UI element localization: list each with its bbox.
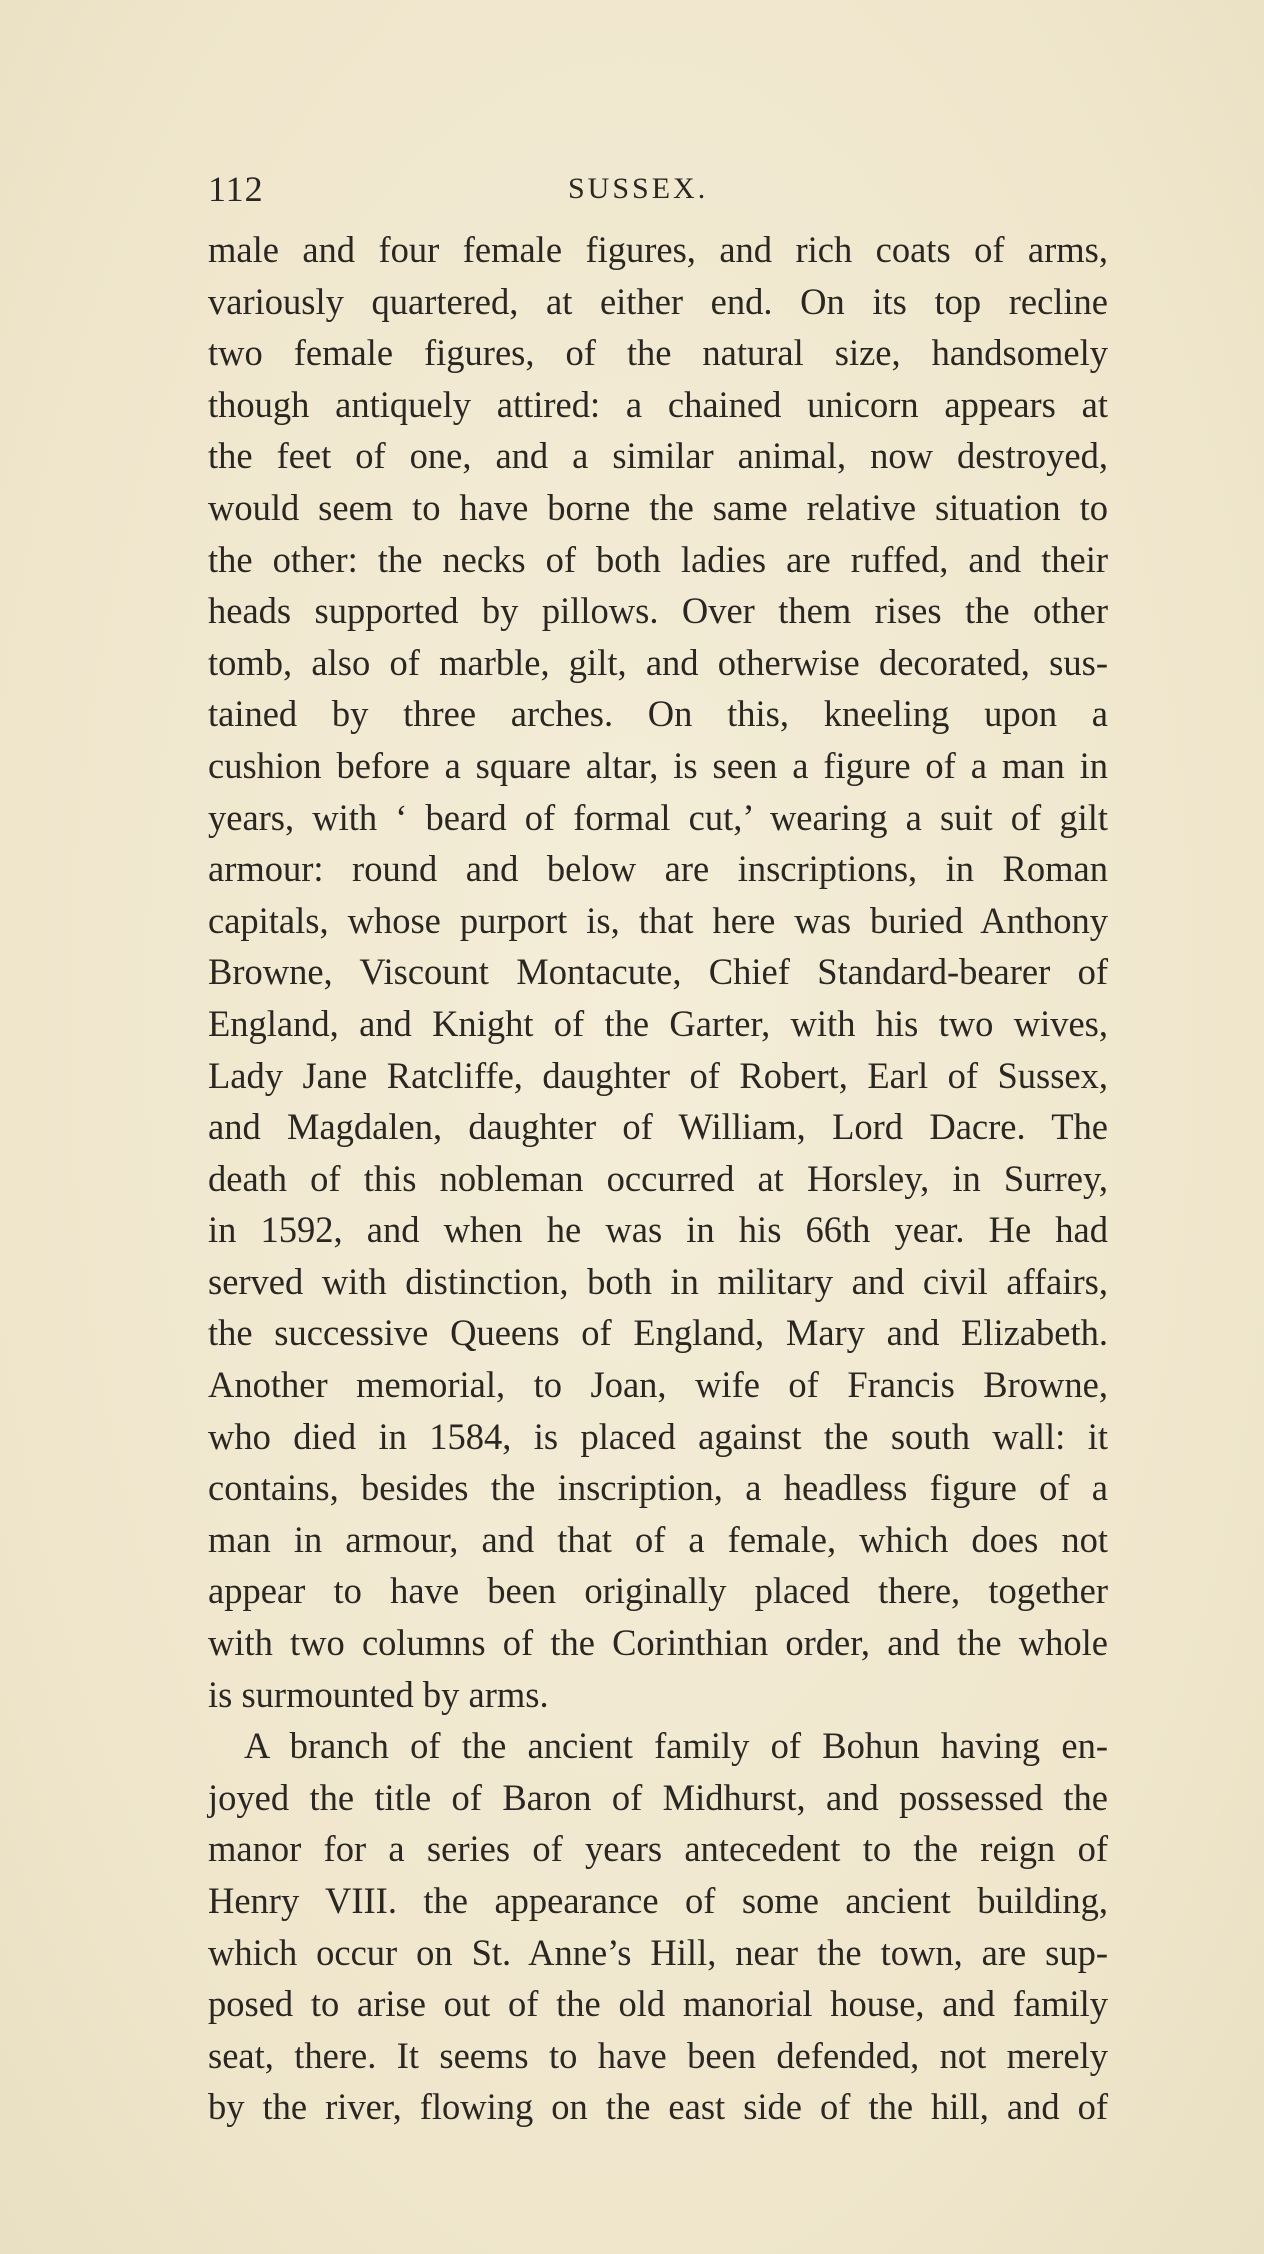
text-line: though antiquely attired: a chained unicorn appears at bbox=[208, 383, 1108, 425]
text-line: would seem to have borne the same relative situation to bbox=[208, 486, 1108, 528]
text-line: tained by three arches. On this, kneeling upon a bbox=[208, 693, 1108, 735]
text-line: England, and Knight of the Garter, with his two wives, bbox=[208, 1002, 1108, 1044]
text-line: Browne, Viscount Montacute, Chief Standard-bearer of bbox=[208, 951, 1108, 993]
text-line: appear to have been originally placed there, together bbox=[208, 1570, 1108, 1612]
running-head bbox=[208, 168, 1088, 212]
text-line: A branch of the ancient family of Bohun having en- bbox=[244, 1725, 1108, 1767]
text-line: manor for a series of years antecedent to the reign of bbox=[208, 1828, 1108, 1870]
text-line: male and four female figures, and rich coats of arms, bbox=[208, 229, 1108, 270]
text-line: man in armour, and that of a female, which does not bbox=[208, 1518, 1108, 1560]
text-line: Another memorial, to Joan, wife of Francis Browne, bbox=[208, 1364, 1108, 1406]
text-line: is surmounted by arms. bbox=[208, 1673, 549, 1715]
text-line: tomb, also of marble, gilt, and otherwise decorated, sus- bbox=[208, 641, 1108, 683]
text-line: which occur on St. Anne’s Hill, near the town, are sup- bbox=[208, 1931, 1108, 1973]
text-line: seat, there. It seems to have been defended, not merely bbox=[208, 2034, 1108, 2076]
text-line: two female figures, of the natural size, handsomely bbox=[208, 332, 1108, 374]
text-line: and Magdalen, daughter of William, Lord Dacre. The bbox=[208, 1106, 1108, 1148]
text-line: served with distinction, both in military and civil affairs, bbox=[208, 1260, 1108, 1302]
text-line: the successive Queens of England, Mary and Elizabeth. bbox=[208, 1312, 1108, 1354]
text-line: joyed the title of Baron of Midhurst, and possessed the bbox=[208, 1776, 1108, 1818]
text-line: contains, besides the inscription, a headless figure of a bbox=[208, 1467, 1108, 1509]
text-line: with two columns of the Corinthian order, and the whole bbox=[208, 1622, 1108, 1664]
text-line: capitals, whose purport is, that here was buried Anthony bbox=[208, 899, 1108, 941]
text-line: heads supported by pillows. Over them rises the other bbox=[208, 590, 1108, 632]
body-text bbox=[208, 224, 1108, 2133]
text-line: posed to arise out of the old manorial house, and family bbox=[208, 1983, 1108, 2025]
text-line: who died in 1584, is placed against the south wall: it bbox=[208, 1415, 1108, 1457]
page-number: 112 bbox=[208, 169, 264, 209]
text-line: by the river, flowing on the east side of the hill, and of bbox=[208, 2086, 1108, 2128]
text-line: cushion before a square altar, is seen a figure of a man in bbox=[208, 744, 1108, 786]
running-title: SUSSEX. bbox=[568, 172, 709, 205]
text-line: the other: the necks of both ladies are ruffed, and their bbox=[208, 538, 1108, 580]
text-line: armour: round and below are inscriptions, in Roman bbox=[208, 848, 1108, 890]
text-line: the feet of one, and a similar animal, now destroyed, bbox=[208, 435, 1108, 477]
text-line: in 1592, and when he was in his 66th year. He had bbox=[208, 1209, 1108, 1251]
text-line: Henry VIII. the appearance of some ancient building, bbox=[208, 1880, 1108, 1921]
text-line: years, with ‘ beard of formal cut,’ wearing a suit of gilt bbox=[208, 796, 1108, 838]
text-line: variously quartered, at either end. On its top recline bbox=[208, 280, 1108, 322]
text-line: death of this nobleman occurred at Horsley, in Surrey, bbox=[208, 1157, 1108, 1199]
text-line: Lady Jane Ratcliffe, daughter of Robert, Earl of Sussex, bbox=[208, 1054, 1108, 1096]
